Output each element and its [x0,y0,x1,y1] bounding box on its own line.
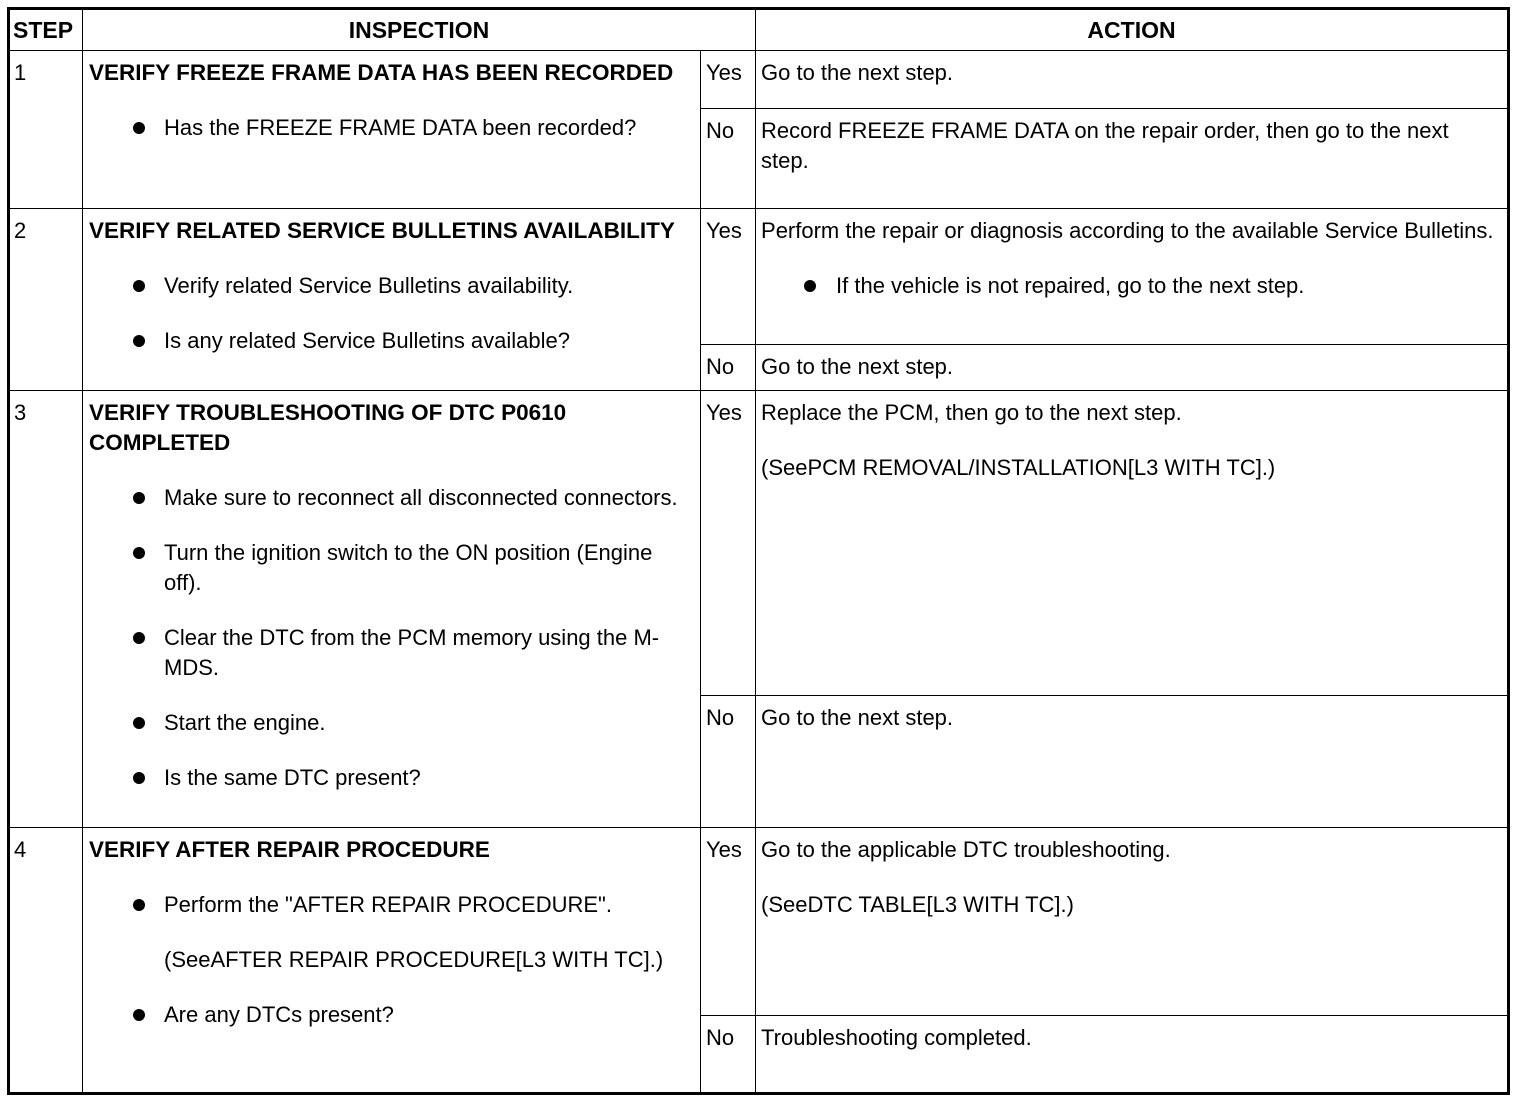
no-label: No [701,695,756,827]
step-1-yes-row [9,51,1509,109]
yes-action: Replace the PCM, then go to the next step. [761,400,1182,426]
bullet-icon [133,122,145,134]
yes-reference-note: (SeeDTC TABLE[L3 WITH TC].) [761,891,1074,917]
bullet-item [89,708,686,738]
bullet-item [89,483,686,513]
bullet-icon [133,492,145,504]
step-inspection [83,51,701,209]
bullet-item [89,1000,686,1030]
step-title: VERIFY AFTER REPAIR PROCEDURE [89,836,490,862]
no-action: Record FREEZE FRAME DATA on the repair order, then go to the next step. [756,109,1509,209]
no-action: Go to the next step. [756,345,1509,391]
bullet-icon [133,280,145,292]
bullet-item [89,538,686,598]
step-title: VERIFY RELATED SERVICE BULLETINS AVAILABILITY [89,218,675,244]
step-4-yes-row [9,827,1509,1015]
yes-label: Yes [701,51,756,109]
step-number: 2 [9,209,83,391]
yes-action-cell [756,391,1509,695]
inspection-bullets [89,271,686,356]
bullet-text: Has the FREEZE FRAME DATA been recorded? [164,115,637,140]
bullet-icon [133,335,145,347]
yes-action: Go to the next step. [756,51,1509,109]
step-number: 3 [9,391,83,827]
no-label: No [701,345,756,391]
bullet-item [89,623,686,683]
step-number: 1 [9,51,83,209]
inspection-bullets [89,113,686,143]
bullet-text: Turn the ignition switch to the ON position (Engine off). [164,540,653,596]
header-step: STEP [9,9,83,51]
yes-action: Go to the applicable DTC troubleshooting. [761,836,1171,862]
yes-label: Yes [701,391,756,695]
yes-reference-note: (SeePCM REMOVAL/INSTALLATION[L3 WITH TC].) [761,455,1276,481]
bullet-item [89,890,686,920]
step-number: 4 [9,827,83,1093]
bullet-icon [133,632,145,644]
step-3-yes-row [9,391,1509,695]
header-inspection: INSPECTION [83,9,756,51]
step-title: VERIFY TROUBLESHOOTING OF DTC P0610 COMPLETED [89,400,567,456]
step-2-yes-row [9,209,1509,345]
bullet-text: Clear the DTC from the PCM memory using the M-MDS. [164,625,660,681]
bullet-icon [133,547,145,559]
bullet-icon [133,1009,145,1021]
step-inspection [83,827,701,1093]
bullet-item [89,113,686,143]
bullet-text: Start the engine. [164,710,326,736]
bullet-icon [133,899,145,911]
bullet-text: Make sure to reconnect all disconnected connectors. [164,485,678,511]
bullet-text: Is the same DTC present? [164,765,421,791]
step-inspection [83,391,701,827]
no-label: No [701,1015,756,1093]
bullet-text: Verify related Service Bulletins availability. [164,273,574,299]
yes-label: Yes [701,209,756,345]
action-bullets [761,271,1497,301]
bullet-text: Is any related Service Bulletins available? [164,328,571,354]
no-action: Go to the next step. [756,695,1509,827]
header-row [9,9,1509,51]
inspection-bullets [89,890,686,920]
inspection-bullets [89,1000,686,1030]
bullet-text: Are any DTCs present? [164,1001,394,1027]
bullet-text: Perform the "AFTER REPAIR PROCEDURE". [164,891,612,917]
bullet-icon [804,280,816,292]
troubleshooting-table [7,7,1510,1095]
step-inspection [83,209,701,391]
inspection-reference-note: (SeeAFTER REPAIR PROCEDURE[L3 WITH TC].) [164,946,664,972]
bullet-item [89,763,686,793]
action-bullet-text: If the vehicle is not repaired, go to the next step. [836,273,1305,299]
bullet-item [89,326,686,356]
inspection-bullets [89,483,686,793]
bullet-icon [133,717,145,729]
yes-label: Yes [701,827,756,1015]
step-title: VERIFY FREEZE FRAME DATA HAS BEEN RECORDED [89,60,674,85]
bullet-icon [133,772,145,784]
yes-action-cell [756,827,1509,1015]
yes-action: Perform the repair or diagnosis according to the available Service Bulletins. [761,218,1494,244]
header-action: ACTION [756,9,1509,51]
bullet-item [89,271,686,301]
no-label: No [701,109,756,209]
action-bullet-item [761,271,1497,301]
yes-action-cell [756,209,1509,345]
no-action: Troubleshooting completed. [756,1015,1509,1093]
